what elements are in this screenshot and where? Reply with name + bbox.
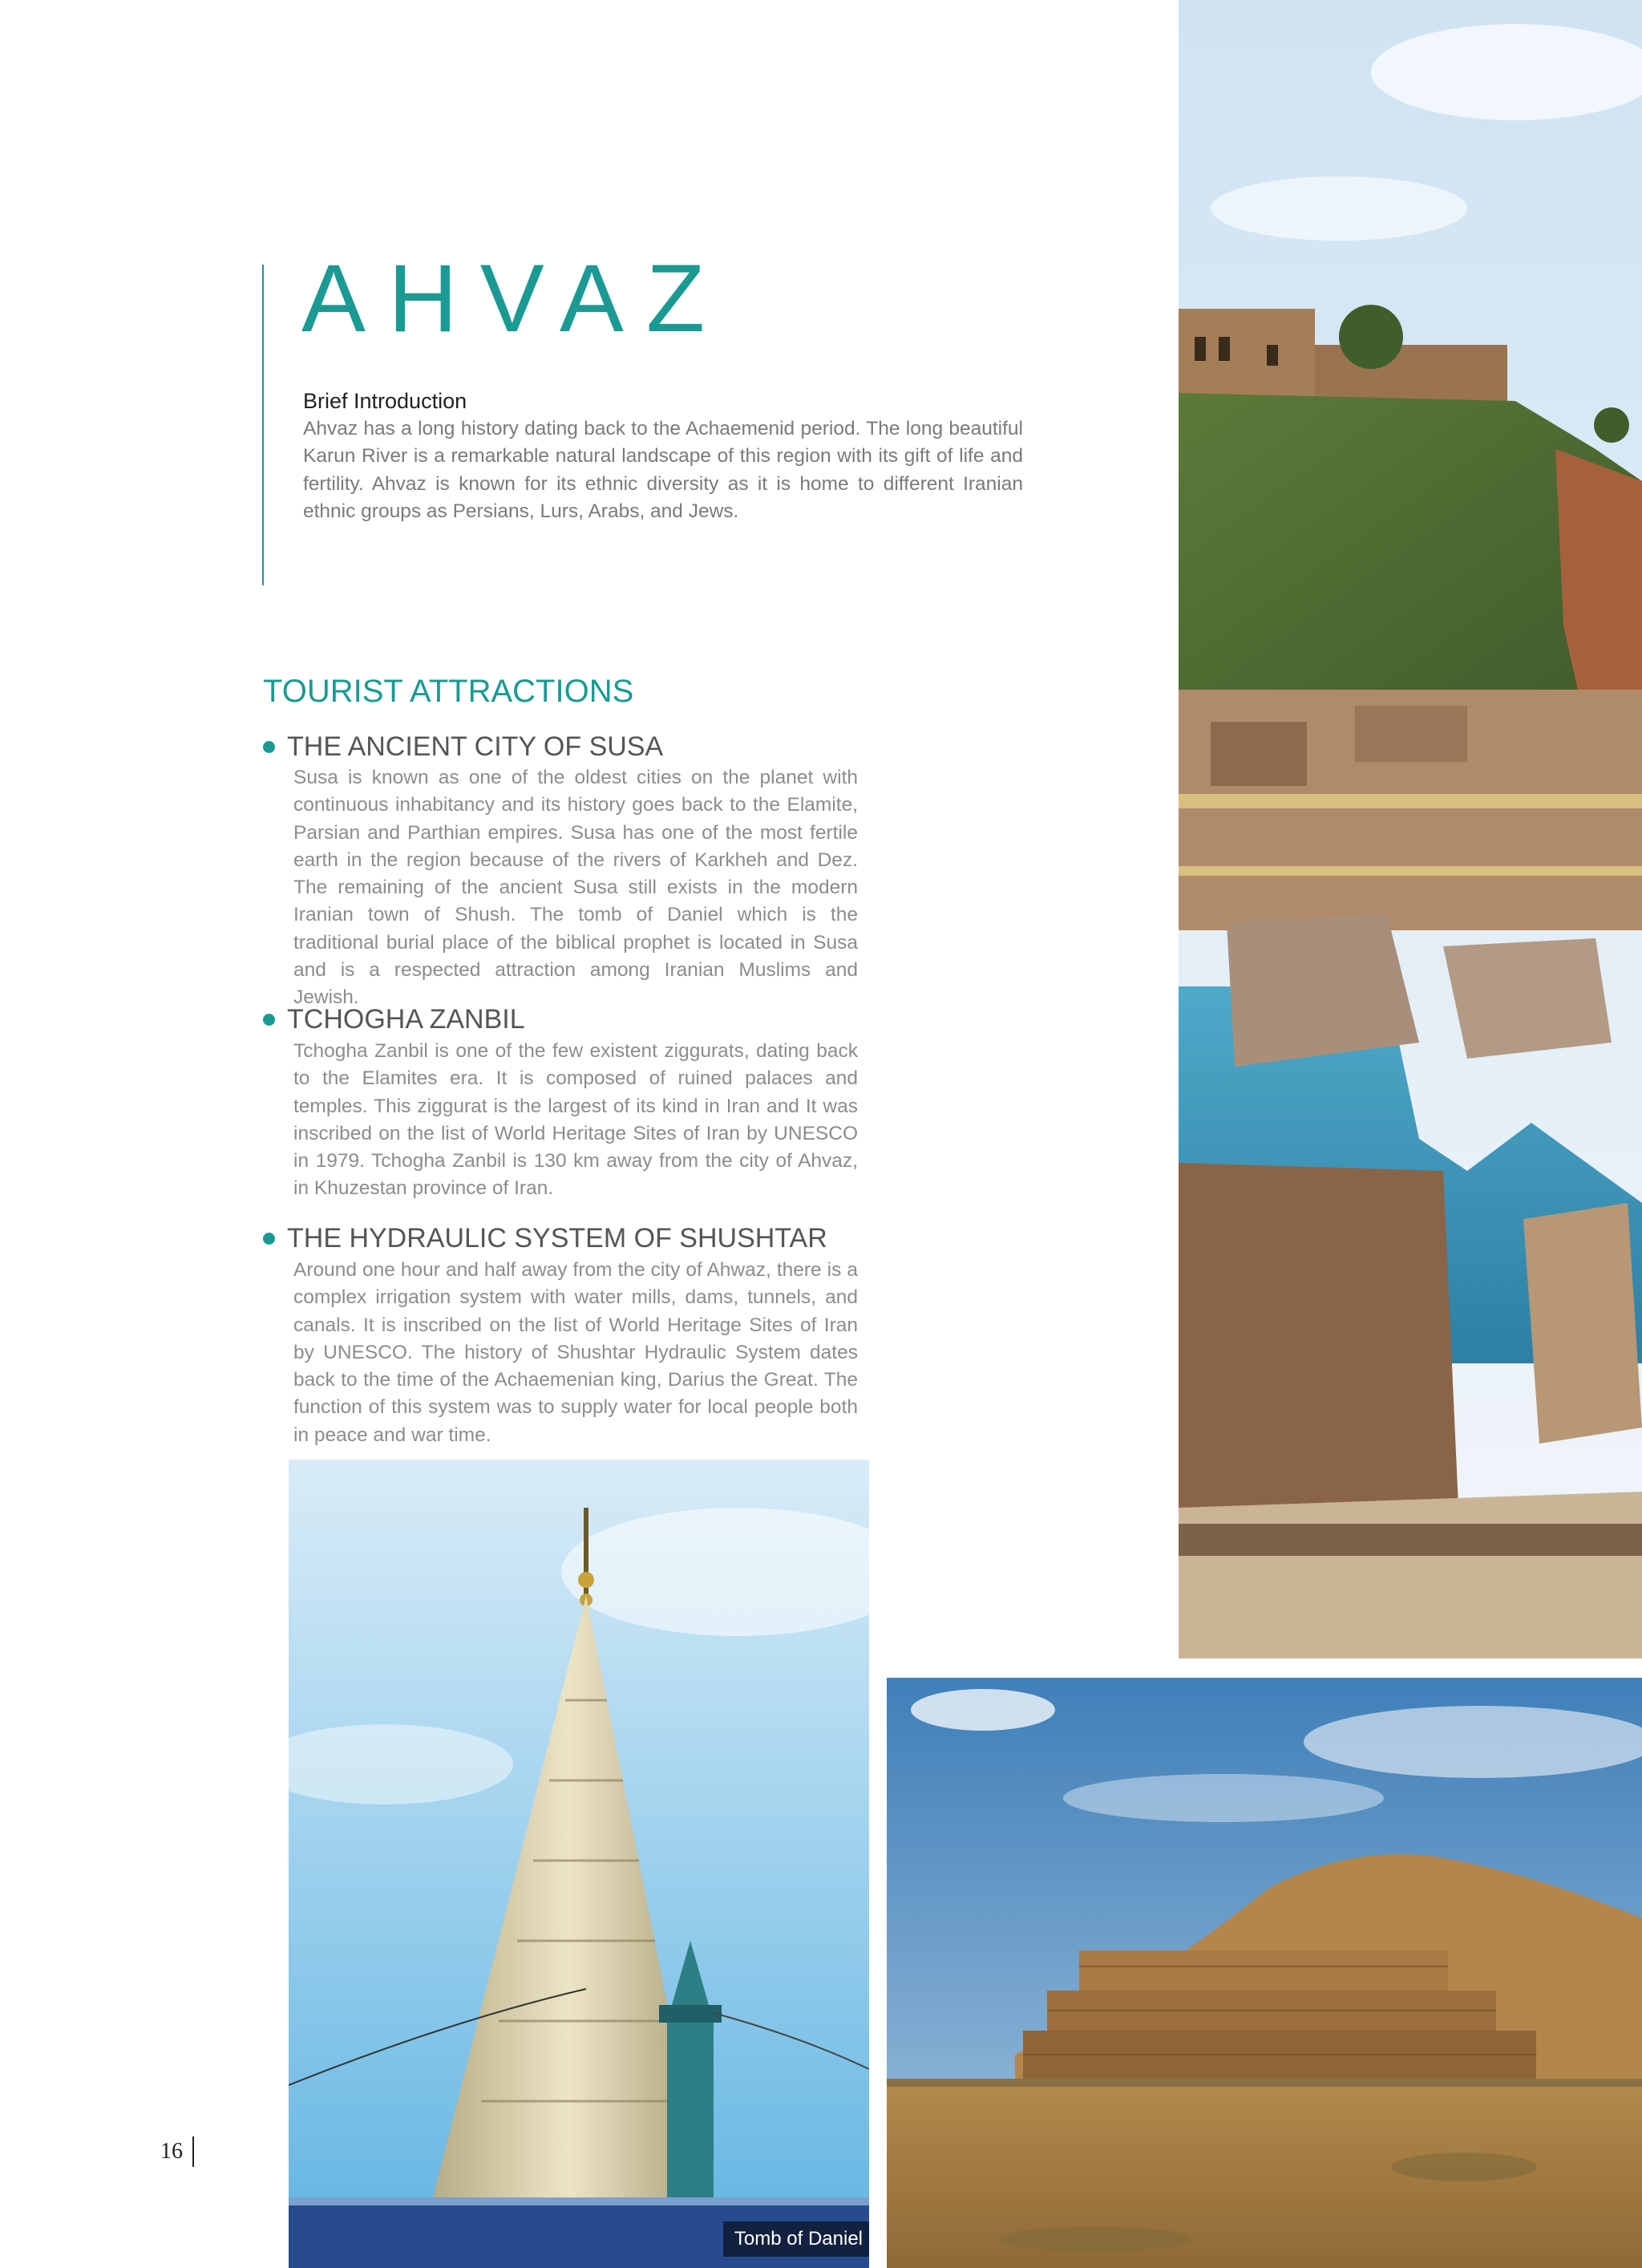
tomb-of-daniel-photo [289,1460,869,2268]
bullet-icon [263,741,275,753]
intro-heading: Brief Introduction [303,389,467,413]
attraction-title-susa: THE ANCIENT CITY OF SUSA [287,731,664,762]
page-title: AHVAZ [301,245,728,352]
section-title: TOURIST ATTRACTIONS [263,674,634,709]
attraction-text-susa: Susa is known as one of the oldest cities on the planet with continuous inhabitancy and its history goes back to the Elamite, Parsian and Parthian empires. Susa has one of the most fertile earth in the region because of the rivers of Karkheh and Dez. The remaining of the ancient Susa still exists in the modern Iranian town of Shush. The tomb of Daniel which is the traditional burial place of the biblical prophet is located in Susa and is a respected attraction among Iranian Muslims and Jewish. [293,767,858,1009]
tomb-caption: Tomb of Daniel [723,2221,869,2257]
bullet-icon [263,1233,275,1245]
shushtar-photo [1179,0,1642,1658]
tchogha-zanbil-photo [887,1678,1642,2268]
bullet-icon [263,1014,275,1026]
title-accent-line [262,265,264,585]
page-number-divider [192,2136,194,2167]
attraction-text-shushtar: Around one hour and half away from the city of Ahwaz, there is a complex irrigation system with water mills, dams, tunnels, and canals. It is inscribed on the list of World Heritage Sites of Iran by UNESCO. The history of Shushtar Hydraulic System dates back to the time of the Achaemenian king, Darius the Great. The function of this system was to supply water for local people both in peace and war time. [293,1259,858,1446]
attraction-title-tchogha-zanbil: TCHOGHA ZANBIL [287,1004,525,1035]
page-number: 16 [160,2139,183,2164]
attraction-title-shushtar: THE HYDRAULIC SYSTEM OF SHUSHTAR [287,1223,827,1253]
attraction-text-tchogha-zanbil: Tchogha Zanbil is one of the few existent ziggurats, dating back to the Elamites era. It is composed of ruined palaces and temples. This ziggurat is the largest of its kind in Iran and It was inscribed on the list of World Heritage Sites of Iran by UNESCO in 1979. Tchogha Zanbil is 130 km away from the city of Ahvaz, in Khuzestan province of Iran. [293,1040,858,1200]
intro-text: Ahvaz has a long history dating back to the Achaemenid period. The long beautiful Karun River is a remarkable natural landscape of this region with its gift of life and fertility. Ahvaz is known for its ethnic diversity as it is home to different Iranian ethnic groups as Persians, Lurs, Arabs, and Jews. [303,418,1023,522]
